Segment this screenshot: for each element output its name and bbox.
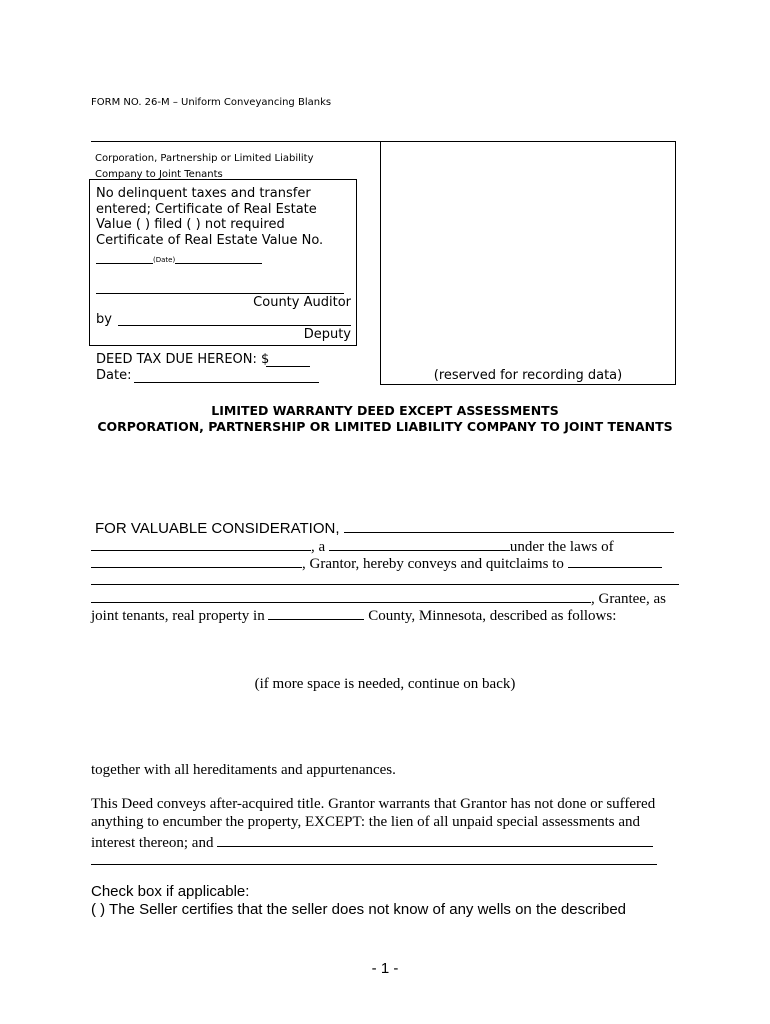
deputy-label: Deputy (303, 327, 351, 342)
county-line (91, 604, 616, 625)
joint-tenants-label: joint tenants, real property in (91, 608, 265, 624)
tax-line: No delinquent taxes and transfer (96, 186, 311, 201)
space-note: (if more space is needed, continue on back) (254, 676, 516, 692)
warranty-line3 (91, 831, 653, 852)
consideration-label: FOR VALUABLE CONSIDERATION, (95, 520, 340, 537)
deed-tax-field[interactable] (266, 366, 310, 367)
jurisdiction-field[interactable] (91, 552, 302, 568)
warranty-line1: This Deed conveys after-acquired title. Grantor warrants that Grantor has not done or suffered (91, 796, 656, 812)
form-subtitle (95, 151, 314, 182)
grantee-label: , Grantee, as (591, 591, 666, 607)
form-subtitle-line1: Corporation, Partnership or Limited Liability (95, 153, 314, 164)
tax-statement (96, 186, 323, 249)
consideration-field[interactable] (344, 517, 674, 533)
county-auditor-label: County Auditor (253, 295, 351, 310)
tax-line: Certificate of Real Estate Value No. (96, 233, 324, 249)
form-number: FORM NO. 26-M – Uniform Conveyancing Blanks (91, 97, 332, 108)
warranty-line2: anything to encumber the property, EXCEPT: the lien of all unpaid special assessments and (91, 814, 640, 830)
together-clause: together with all hereditaments and appurtenances. (91, 762, 396, 778)
auditor-date-field[interactable] (96, 255, 262, 264)
date-label: Date: (96, 368, 132, 383)
tax-line: Value ( ) filed ( ) not required (96, 217, 285, 233)
check-box-label: Check box if applicable: (91, 883, 250, 900)
county-label: County, Minnesota, described as follows: (368, 608, 617, 624)
deed-tax-label: DEED TAX DUE HEREON: $ (96, 352, 270, 367)
wells-certification[interactable]: ( ) The Seller certifies that the seller does not know of any wells on the described (91, 901, 626, 918)
grantee-line-1[interactable] (91, 584, 679, 585)
exceptions-field[interactable] (217, 831, 653, 847)
exceptions-line-2[interactable] (91, 864, 657, 865)
document-title (91, 403, 679, 434)
title-line1: LIMITED WARRANTY DEED EXCEPT ASSESSMENTS (211, 403, 559, 418)
county-field[interactable] (268, 604, 364, 620)
under-laws-label: under the laws of (509, 539, 614, 555)
form-subtitle-line2: Company to Joint Tenants (95, 168, 223, 180)
consideration-line (95, 517, 674, 537)
date-field[interactable] (134, 382, 319, 383)
grantee-start-field[interactable] (568, 552, 662, 568)
a-label: , a (311, 539, 326, 555)
by-label: by (96, 312, 112, 327)
recording-data-box (380, 141, 676, 385)
page-number: - 1 - (371, 960, 399, 977)
grantor-name-field[interactable] (91, 535, 311, 551)
grantee-field[interactable] (91, 587, 591, 603)
grantor-label: , Grantor, hereby conveys and quitclaims to (302, 556, 564, 572)
grantor-line (91, 552, 662, 573)
top-rule (91, 141, 380, 142)
auditor-signature-line[interactable] (96, 293, 344, 294)
deputy-signature-line[interactable] (118, 325, 351, 326)
title-line2: CORPORATION, PARTNERSHIP OR LIMITED LIABILITY COMPANY TO JOINT TENANTS (97, 418, 673, 434)
date-small-label: (Date) (153, 256, 176, 264)
entity-type-field[interactable] (329, 535, 510, 551)
reserved-label: (reserved for recording data) (433, 368, 623, 383)
interest-label: interest thereon; and (91, 835, 214, 851)
tax-line: entered; Certificate of Real Estate (96, 201, 317, 217)
